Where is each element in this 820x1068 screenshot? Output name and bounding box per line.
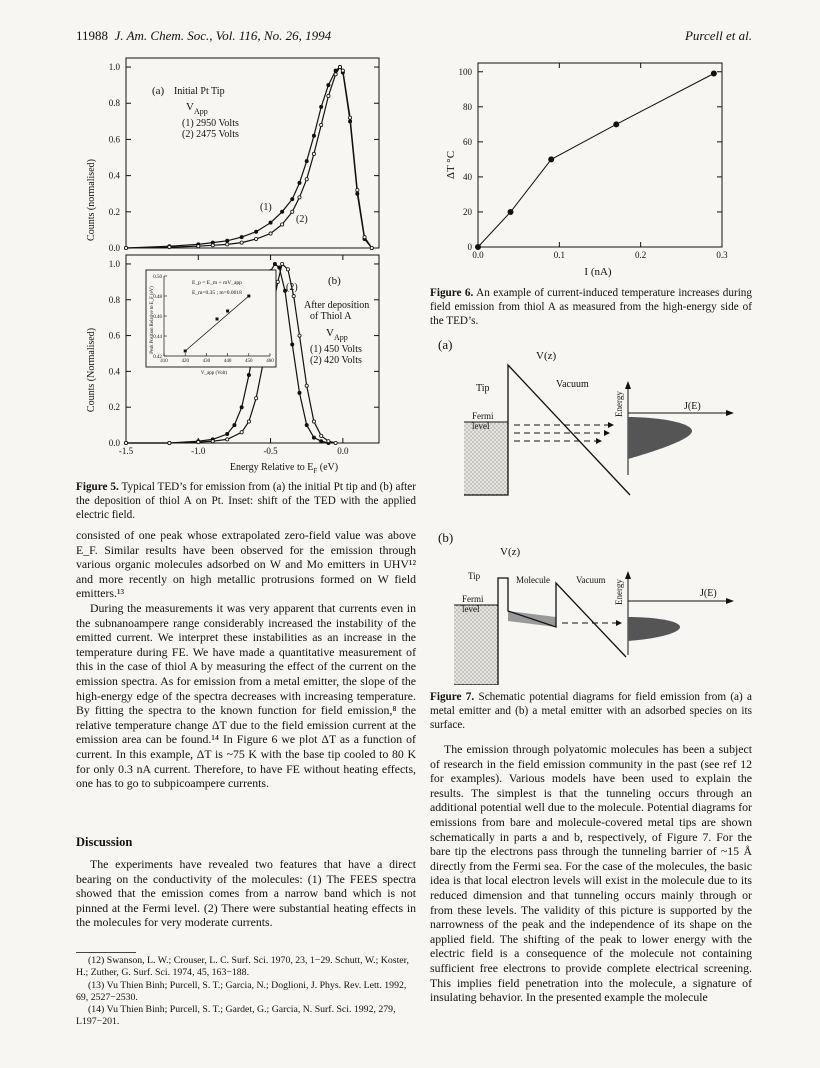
data-point xyxy=(247,373,250,376)
fig7b-label: (b) xyxy=(438,530,454,545)
data-point xyxy=(124,246,127,249)
inset-y-tick-label: 0.50 xyxy=(153,275,162,280)
reference-item: (14) Vu Thien Binh; Purcell, S. T.; Gardet, G.; Garcia, N. Surf. Sci. 1992, 279, L197−201. xyxy=(76,1004,396,1028)
data-point xyxy=(327,440,330,443)
figure-7-caption-text: Schematic potential diagrams for field emission from (a) a metal emitter and (b) a metal emitter with an adsorbed species on its surface. xyxy=(430,691,752,731)
y-tick-label: 80 xyxy=(463,101,472,112)
fig5b-after1: After deposition xyxy=(304,300,370,311)
data-point xyxy=(286,268,289,271)
x-tick-label: -0.5 xyxy=(263,446,278,456)
fig5b-vapp: $V_{App}$ xyxy=(326,327,348,342)
y-tick-label: 0.0 xyxy=(108,438,120,448)
inset-x-tick-label: 440 xyxy=(223,359,232,364)
fig7a-je-arrowhead xyxy=(726,410,734,416)
fig6-xlabel: I (nA) xyxy=(584,266,612,278)
fig5b-mark2: (2) xyxy=(286,282,298,293)
discussion-text xyxy=(76,857,416,930)
plot-frame xyxy=(478,63,722,247)
figure-5-caption-label: Figure 5. xyxy=(76,481,119,493)
y-tick-label: 100 xyxy=(458,66,472,77)
data-point xyxy=(327,94,330,97)
data-point xyxy=(341,69,344,72)
data-point xyxy=(334,441,337,444)
paragraph: During the measurements it was very apparent that currents even in the subnanoampere range considerably increased the instability of the emitted current. We interpret these instabilities as an increase in the temperature during FE. We have made a quantitative measurement of this in the case of thiol A by measuring the effect of the current on the emission spectra. As for emission from a metal emitter, the slope of the high-energy edge of the spectra decreases with increasing temperature. By fitting the spectra to the known function for field emission,⁸ the relative temperature change ΔT due to the field emission current at the emission area can be found.¹⁴ In Figure 6 we plot ΔT as a function of current. In this example, ΔT is ~75 K with the base tip cooled to 80 K for only 0.3 nA current. Therefore, to have FE without heating effects, one has to go to subpicoampere currents. xyxy=(76,600,416,791)
figure-5-caption-text: Typical TED’s for emission from (a) the initial Pt tip and (b) after the deposition of thiol A on Pt. Inset: shift of the TED with the applied electric field. xyxy=(76,481,416,521)
inset-y-tick-label: 0.46 xyxy=(153,315,162,320)
fig7a-vz: V(z) xyxy=(536,350,557,362)
figure-7-caption-label: Figure 7. xyxy=(430,691,475,703)
inset-x-tick-label: 430 xyxy=(202,359,211,364)
data-point xyxy=(298,196,301,199)
data-point xyxy=(269,232,272,235)
inset-x-tick-label: 410 xyxy=(160,359,168,364)
fig5-xlabel: Energy Relative to $E_F$ (eV) xyxy=(229,462,339,475)
fig7a-fermi-sea xyxy=(464,422,508,495)
y-tick-label: 0.0 xyxy=(108,243,120,253)
fig7b-diagram xyxy=(438,530,734,685)
fig7a-vacuum: Vacuum xyxy=(556,379,589,390)
x-tick-label: -1.5 xyxy=(118,446,134,456)
data-point xyxy=(291,198,294,201)
fig7a-energy: Energy xyxy=(614,391,624,417)
inset-x-tick-label: 420 xyxy=(181,359,189,364)
fig7a-tunnel-arrowhead xyxy=(608,422,614,428)
fig6-axes xyxy=(459,63,729,260)
fig5-inset xyxy=(146,270,276,376)
data-point xyxy=(240,236,243,239)
y-tick-label: 0.8 xyxy=(108,98,120,109)
y-tick-label: 1.0 xyxy=(108,258,120,269)
inset-data-point xyxy=(247,295,250,298)
data-point xyxy=(281,262,284,265)
y-tick-label: 40 xyxy=(463,171,472,182)
data-point xyxy=(273,262,276,265)
data-point xyxy=(305,178,308,181)
data-point xyxy=(291,343,294,346)
fig7a-tip: Tip xyxy=(476,383,490,394)
y-tick-label: 0.8 xyxy=(108,294,120,305)
inset-y-tick-label: 0.44 xyxy=(153,335,162,340)
inset-y-tick-label: 0.42 xyxy=(153,355,162,360)
data-point xyxy=(291,210,294,213)
reference-item: (12) Swanson, L. W.; Crouser, L. C. Surf. Sci. 1970, 23, 1−29. Schutt, W.; Koster, H.; Zuther, G. Surf. Sci. 1974, 45, 163−188. xyxy=(76,955,409,979)
fig5a-mark2: (2) xyxy=(296,214,308,225)
fig7b-fermi-sea xyxy=(454,605,498,685)
y-tick-label: 0.2 xyxy=(108,206,120,217)
footnote-rule xyxy=(76,952,136,953)
paragraph: The experiments have revealed two features that have a direct bearing on the conductivity of the molecules: (1) The FEES spectra showed that the emission comes from a narrow band which is not pinned at the Fermi level. (2) There were substantial heating effects in the molecules for very moderate currents. xyxy=(76,857,416,930)
data-point xyxy=(508,209,513,214)
figure-7 xyxy=(430,335,752,685)
data-point xyxy=(549,157,554,162)
data-point xyxy=(211,440,214,443)
fig5a-vapp: $V_{App}$ xyxy=(186,101,208,116)
data-point xyxy=(226,438,229,441)
series-line-1 xyxy=(478,74,714,248)
fig5b-curve1-text: (1) 450 Volts xyxy=(310,344,362,355)
reference-item: (13) Vu Thien Binh; Purcell, S. T.; Garcia, N.; Doglioni, J. Phys. Rev. Lett. 1992, 69, 2527−2530. xyxy=(76,979,407,1003)
x-tick-label: -1.0 xyxy=(191,446,206,456)
data-point xyxy=(211,244,214,247)
inset-data-point xyxy=(216,318,219,321)
fig7b-vz: V(z) xyxy=(500,546,521,558)
fig5a-axes xyxy=(109,58,379,253)
data-point xyxy=(240,431,243,434)
figure-5 xyxy=(74,50,414,475)
fig7b-vacuum: Vacuum xyxy=(576,575,606,585)
inset-data-point xyxy=(226,310,229,313)
fig7a-label: (a) xyxy=(438,337,453,352)
data-point xyxy=(281,223,284,226)
data-point xyxy=(327,84,330,87)
fig5b-label: (b) xyxy=(328,275,341,287)
data-point xyxy=(298,334,301,337)
data-point xyxy=(298,181,301,184)
figure-6-caption-text: An example of current-induced temperature increases during field emission from thiol A as measured from the high-energy side of the TED’s. xyxy=(430,287,752,327)
y-tick-label: 0.2 xyxy=(108,402,120,413)
figure-7-caption xyxy=(430,690,752,732)
data-point xyxy=(320,440,323,443)
data-point xyxy=(363,236,366,239)
figure-6-caption-label: Figure 6. xyxy=(430,287,474,299)
inset-x-tick-label: 460 xyxy=(266,359,274,364)
fig7b-je-arrowhead xyxy=(726,598,734,604)
journal-citation: J. Am. Chem. Soc., Vol. 116, No. 26, 1994 xyxy=(114,28,332,43)
inset-x-tick-label: 450 xyxy=(245,359,253,364)
y-tick-label: 1.0 xyxy=(108,62,120,73)
fig5a-curve2-text: (2) 2475 Volts xyxy=(182,129,239,140)
data-point xyxy=(614,122,619,127)
references xyxy=(76,955,416,1029)
data-point xyxy=(305,423,308,426)
data-point xyxy=(168,245,171,248)
inset-xlabel: V_app (Volt) xyxy=(200,371,228,376)
figure-6 xyxy=(430,55,740,280)
x-tick-label: 0.0 xyxy=(337,446,349,456)
data-point xyxy=(226,243,229,246)
fig5a-title: Initial Pt Tip xyxy=(174,86,225,97)
fig7b-je: J(E) xyxy=(700,588,717,599)
inset-eq1: E_p = E_m + mV_app xyxy=(192,280,242,286)
y-tick-label: 20 xyxy=(463,206,472,217)
data-point xyxy=(124,441,127,444)
y-tick-label: 0 xyxy=(467,242,472,252)
fig7a-current-peak xyxy=(628,417,692,459)
y-tick-label: 0.4 xyxy=(108,170,120,181)
data-point xyxy=(305,160,308,163)
data-point xyxy=(334,73,337,76)
fig7b-tip: Tip xyxy=(468,571,481,581)
fig6-plot xyxy=(475,71,716,250)
fig5a-ylabel: Counts (normalised) xyxy=(86,159,97,241)
data-point xyxy=(348,116,351,119)
y-tick-label: 60 xyxy=(463,136,472,147)
data-point xyxy=(255,237,258,240)
fig7a-diagram xyxy=(438,337,734,495)
fig7b-energy-arrowhead xyxy=(625,571,631,579)
fig6-ylabel: ΔT °C xyxy=(445,150,457,180)
data-point xyxy=(276,280,279,283)
fig7b-fermi2: level xyxy=(462,604,480,614)
fig7a-energy-arrowhead xyxy=(625,381,631,389)
data-point xyxy=(255,230,258,233)
data-point xyxy=(298,391,301,394)
data-point xyxy=(320,105,323,108)
data-point xyxy=(247,420,250,423)
data-point xyxy=(320,434,323,437)
x-tick-label: 0.1 xyxy=(553,250,565,260)
data-point xyxy=(711,71,716,76)
discussion-heading: Discussion xyxy=(76,835,133,849)
fig5b-curve2-text: (2) 420 Volts xyxy=(310,355,362,366)
fig7a-fermi2: level xyxy=(472,421,490,431)
figure-6-caption xyxy=(430,286,752,328)
fig7b-molecule: Molecule xyxy=(516,575,550,585)
fig7a-tunnel-arrowhead xyxy=(596,438,602,444)
data-point xyxy=(197,441,200,444)
data-point xyxy=(320,123,323,126)
data-point xyxy=(240,241,243,244)
figure-5-caption xyxy=(76,480,416,522)
inset-data-point xyxy=(184,350,187,353)
paragraph: The emission through polyatomic molecules has been a subject of research in the field emission community in the past (see ref 12 for examples). Various models have been used to explain the results. The simplest is that the tunneling occurs through an additional potential well due to the molecule. Potential diagrams for emissions from bare and molecule-covered metal tips are shown schematically in parts a and b, respectively, of Figure 7. For the bare tip the electrons pass through the tunneling barrier of ~15 Å directly from the Fermi sea. For the case of the molecules, the basic idea is that local electron levels will exist in the molecule due to its reduced dimension and that tunneling occurs mainly through or from these levels. The validity of this picture is supported by the narrowness of the peak and the independence of its shape on the applied field. The shifting of the peak to lower energy with the electric field is a consequence of the molecule not containing sufficient free electrons to provide complete electrical screening. This implies field penetration into the molecule, a signature of insulating behavior. In the presented example the molecule xyxy=(430,742,752,1005)
data-point xyxy=(269,221,272,224)
running-author: Purcell et al. xyxy=(684,28,752,43)
data-point xyxy=(240,406,243,409)
data-point xyxy=(305,384,308,387)
right-column-text xyxy=(430,742,752,1005)
data-point xyxy=(281,210,284,213)
running-header xyxy=(76,28,752,44)
fig7b-energy: Energy xyxy=(614,579,624,605)
data-point xyxy=(197,245,200,248)
fig7a-fermi1: Fermi xyxy=(472,411,494,421)
fig5a-mark1: (1) xyxy=(260,202,272,213)
y-tick-label: 0.4 xyxy=(108,366,120,377)
data-point xyxy=(312,152,315,155)
inset-eq2: E_m=0.35 ; m=0.0018 xyxy=(192,290,242,296)
data-point xyxy=(226,432,229,435)
fig5b-after2: of Thiol A xyxy=(310,311,352,322)
data-point xyxy=(255,397,258,400)
paragraph: consisted of one peak whose extrapolated zero-field value was above E_F. Similar results have been observed for the emission through various organic molecules adsorbed on W and Mo emitters in UHV¹² and more recently on high metallic protrusions formed on W field emitters.¹³ xyxy=(76,528,416,601)
y-tick-label: 0.6 xyxy=(108,330,120,341)
data-point xyxy=(312,134,315,137)
data-point xyxy=(475,244,480,249)
data-point xyxy=(292,295,295,298)
data-point xyxy=(312,436,315,439)
data-point xyxy=(356,188,359,191)
inset-ylabel: Peak Position Relative to E_F (eV) xyxy=(150,286,155,354)
data-point xyxy=(168,441,171,444)
x-tick-label: 0.3 xyxy=(716,250,728,260)
fig5b-ylabel: Counts (Normalised) xyxy=(86,327,97,413)
y-tick-label: 0.6 xyxy=(108,134,120,145)
fig7a-tunnel-arrowhead xyxy=(604,430,610,436)
fig5a-label: (a) xyxy=(152,85,165,97)
fig7b-current-peak xyxy=(628,617,680,641)
fig5a-curve1-text: (1) 2950 Volts xyxy=(182,118,239,129)
x-tick-label: 0.0 xyxy=(472,250,484,260)
data-point xyxy=(233,423,236,426)
fig7a-je: J(E) xyxy=(684,401,701,412)
fig7b-fermi1: Fermi xyxy=(462,594,484,604)
data-point xyxy=(370,246,373,249)
x-tick-label: 0.2 xyxy=(635,250,647,260)
data-point xyxy=(312,420,315,423)
left-column-text xyxy=(76,528,416,791)
fig7b-tunnel-arrowhead xyxy=(616,620,622,626)
data-point xyxy=(226,239,229,242)
page-number: 11988 xyxy=(76,28,109,43)
data-point xyxy=(338,65,341,68)
inset-y-tick-label: 0.48 xyxy=(153,295,162,300)
